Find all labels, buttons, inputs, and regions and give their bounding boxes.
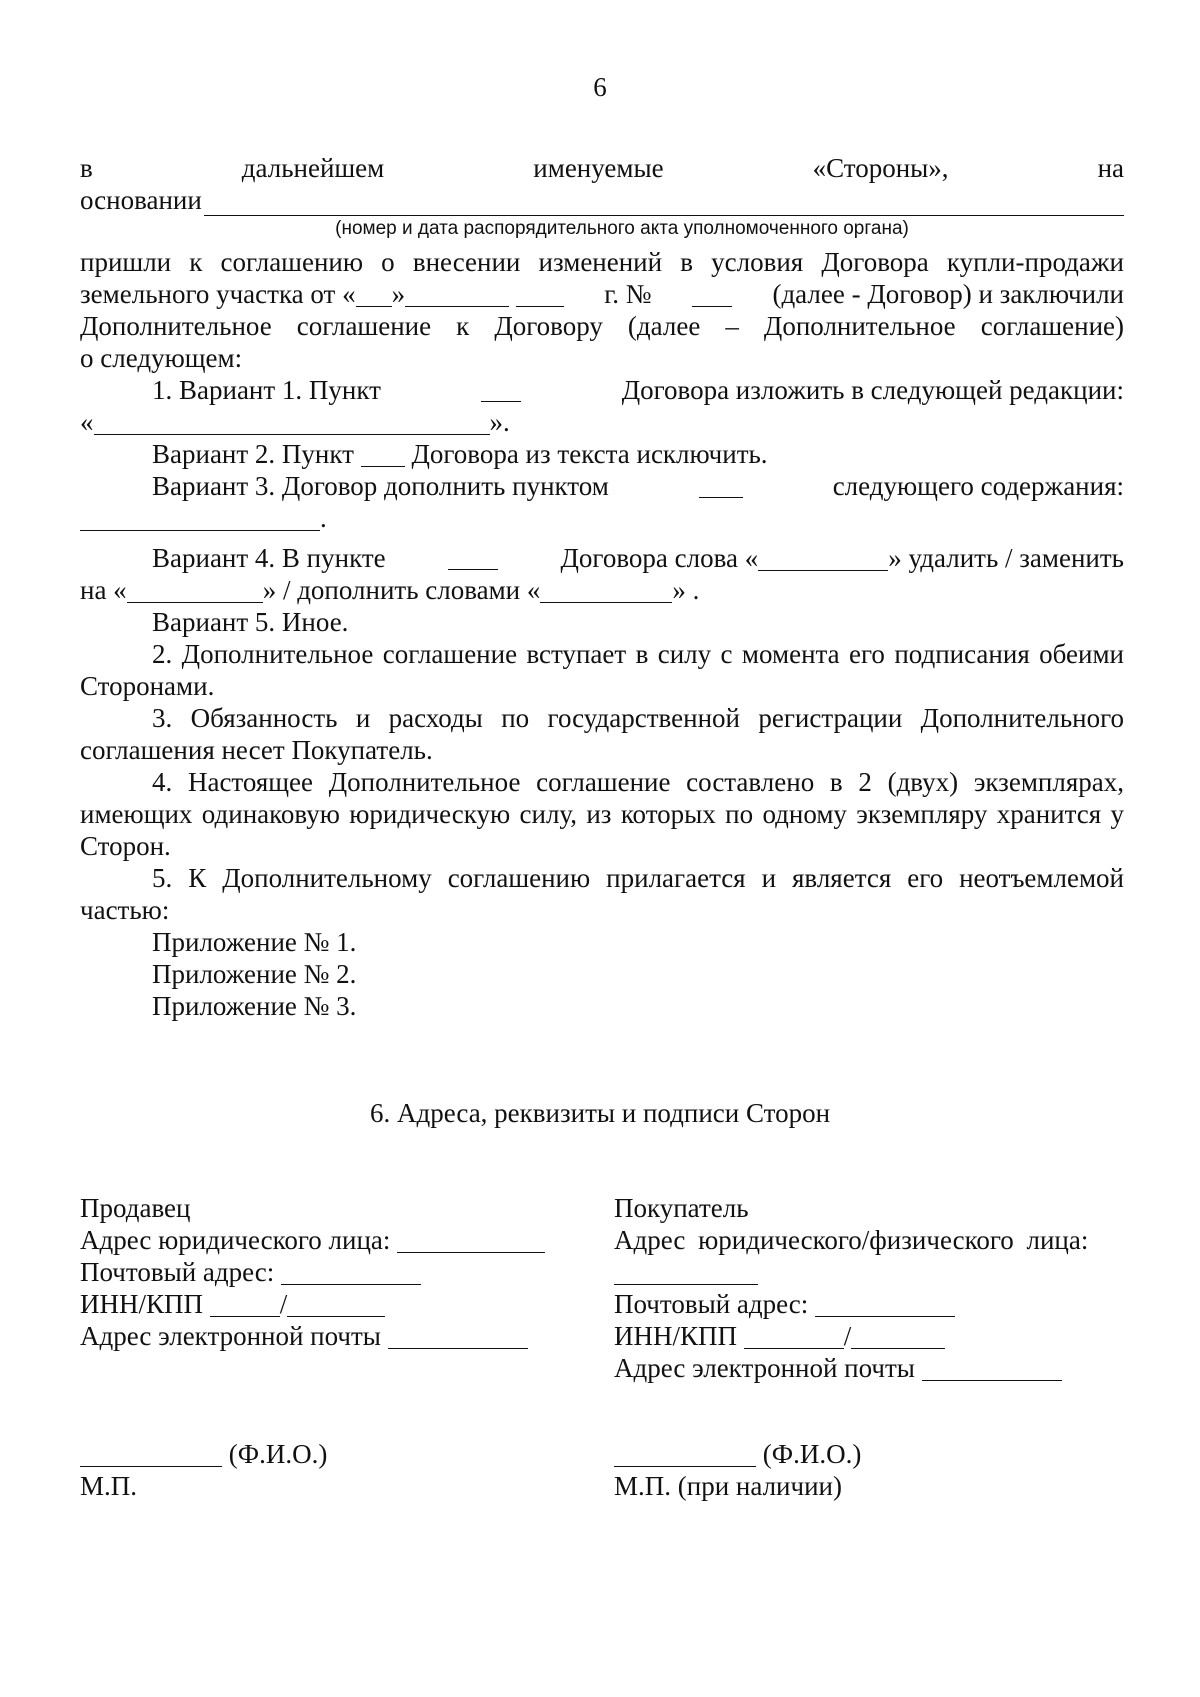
document-body [80, 152, 1124, 1022]
seller-inn-kpp: ИНН/КПП / [80, 1288, 560, 1320]
seller-legal-address: Адрес юридического лица: [80, 1224, 560, 1256]
words-blank[interactable] [758, 543, 888, 571]
clause-3: 3. Обязанность и расходы по государственной регистрации Дополнительного соглашения несет Покупатель. [80, 703, 1124, 765]
variant-4-text-line: на « » / дополнить словами « » . [80, 575, 700, 605]
seller-block [80, 1192, 560, 1502]
basis-line [80, 184, 1124, 216]
seller-email-blank[interactable] [388, 1321, 528, 1349]
clause-5: 5. К Дополнительному соглашению прилагается и является его неотъемлемой частью: [80, 863, 1124, 925]
seller-inn-blank[interactable] [210, 1289, 280, 1317]
buyer-stamp: М.П. (при наличии) [614, 1471, 842, 1501]
variant-3-text-line: . [80, 502, 1124, 534]
clause-number-blank[interactable] [361, 439, 405, 467]
seller-kpp-blank[interactable] [287, 1289, 385, 1317]
page-number: 6 [593, 72, 607, 102]
variant-4-line: Вариант 4. В пункте Договора слова « » удалить / заменить [152, 543, 1124, 573]
year-blank[interactable] [516, 279, 564, 307]
buyer-postal-address-blank[interactable] [815, 1289, 955, 1317]
variant-1-line: 1. Вариант 1. Пункт Договора изложить в следующей редакции: [152, 375, 1124, 405]
month-blank[interactable] [405, 279, 509, 307]
basis-blank[interactable] [204, 189, 1124, 216]
intro-line [80, 152, 1124, 184]
clause-number-blank[interactable] [481, 374, 521, 402]
intro-word: именуемые [533, 153, 664, 183]
seller-stamp: М.П. [80, 1471, 138, 1501]
content-blank[interactable] [80, 503, 320, 531]
section-6-title: 6. Адреса, реквизиты и подписи Сторон [369, 1098, 831, 1128]
clause-number-blank[interactable] [699, 470, 743, 498]
clause-number-blank[interactable] [448, 542, 498, 570]
attachment-item: Приложение № 1. [152, 927, 357, 957]
seller-postal-address-blank[interactable] [281, 1257, 421, 1285]
attachment-item: Приложение № 3. [152, 991, 357, 1021]
seller-postal-address: Почтовый адрес: [80, 1256, 560, 1288]
seller-signature-blank[interactable] [80, 1439, 222, 1467]
variant-1-text-line: « ». [80, 407, 510, 437]
add-words-blank[interactable] [540, 575, 672, 603]
buyer-block [614, 1192, 1126, 1502]
buyer-legal-address-blank-line [614, 1256, 1126, 1288]
buyer-signature-line: (Ф.И.О.) [614, 1438, 1126, 1470]
variant-2-line: Вариант 2. Пункт Договора из текста исключить. [152, 439, 768, 469]
variant-3-line: Вариант 3. Договор дополнить пунктом следующего содержания: [152, 471, 1124, 501]
intro-para-line: земельного участка от « » г. № (далее - Договор) и заключили [80, 279, 1124, 309]
buyer-email-blank[interactable] [922, 1353, 1062, 1381]
intro-word: на [1097, 153, 1124, 183]
intro-para-line: о следующем: [80, 343, 243, 373]
buyer-email: Адрес электронной почты [614, 1352, 1126, 1384]
attachment-item: Приложение № 2. [152, 959, 357, 989]
buyer-postal-address: Почтовый адрес: [614, 1288, 1126, 1320]
buyer-kpp-blank[interactable] [851, 1321, 945, 1349]
new-text-blank[interactable] [94, 407, 490, 435]
replace-blank[interactable] [127, 575, 263, 603]
variant-5-line: Вариант 5. Иное. [152, 607, 349, 637]
seller-legal-address-blank[interactable] [397, 1225, 545, 1253]
basis-label: основании [80, 185, 202, 215]
clause-2: 2. Дополнительное соглашение вступает в силу с момента его подписания обеими Сторонами. [80, 639, 1124, 701]
seller-email: Адрес электронной почты [80, 1320, 560, 1352]
buyer-signature-blank[interactable] [614, 1439, 756, 1467]
number-blank[interactable] [692, 279, 732, 307]
intro-word: «Стороны», [812, 153, 949, 183]
intro-word: в [80, 153, 93, 183]
seller-title: Продавец [80, 1193, 191, 1223]
intro-para-line: пришли к соглашению о внесении изменений в условия Договора купли-продажи [80, 247, 1124, 277]
clause-4: 4. Настоящее Дополнительное соглашение составлено в 2 (двух) экземплярах, имеющих одинаковую юридическую силу, из которых по одному экземпляру хранится у Сторон. [80, 767, 1124, 861]
basis-caption: (номер и дата распорядительного акта уполномоченного органа) [335, 218, 909, 239]
intro-word: дальнейшем [241, 153, 385, 183]
buyer-legal-address: Адрес юридического/физического лица: [614, 1225, 1089, 1255]
buyer-inn-blank[interactable] [744, 1321, 844, 1349]
intro-para-line: Дополнительное соглашение к Договору (далее – Дополнительное соглашение) [80, 311, 1124, 341]
seller-signature-line: (Ф.И.О.) [80, 1438, 560, 1470]
buyer-legal-address-blank[interactable] [614, 1257, 758, 1285]
day-blank[interactable] [356, 279, 392, 307]
buyer-inn-kpp: ИНН/КПП / [614, 1320, 1126, 1352]
buyer-title: Покупатель [614, 1193, 749, 1223]
